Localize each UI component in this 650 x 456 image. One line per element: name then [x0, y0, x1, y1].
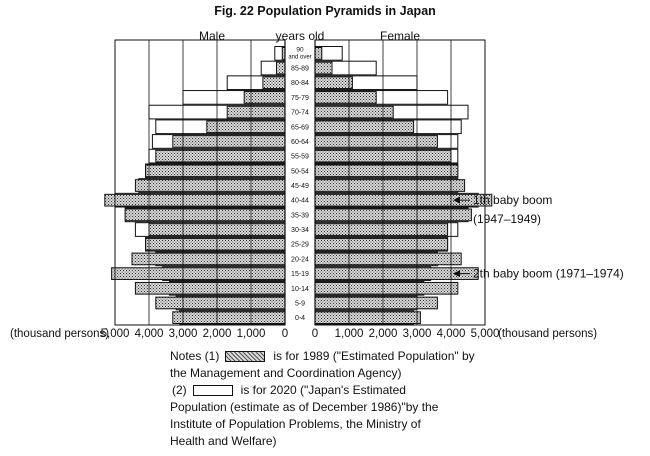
header-female: Female [379, 29, 421, 43]
age-label-8: 40-44 [291, 197, 309, 205]
bar-1989-female-20-24 [315, 253, 461, 265]
note-1 [170, 348, 475, 365]
age-label-16: 80-84 [291, 80, 309, 88]
age-label-17: 85-89 [291, 65, 309, 73]
note-2-line3: Institute of Population Problems, the Ministry of [170, 417, 421, 431]
bar-1989-male-50-54 [146, 165, 285, 177]
bar-1989-female-30-34 [315, 224, 448, 236]
annotation-1-line-0: 2th baby boom (1971–1974) [473, 266, 624, 281]
age-label-18-a: 90 [296, 46, 304, 54]
tick-female-0: 0 [311, 328, 319, 340]
bar-1989-female-0-4 [315, 312, 420, 324]
age-label-10: 50-54 [291, 168, 309, 176]
age-label-12: 60-64 [291, 138, 309, 146]
bar-1989-female-25-29 [315, 238, 448, 250]
age-label-1: 5-9 [294, 300, 306, 308]
bar-1989-male-20-24 [132, 253, 285, 265]
age-label-6: 30-34 [291, 227, 309, 235]
tick-male-1000: 1,000 [236, 328, 266, 340]
legend-swatch-1989 [225, 351, 265, 362]
bar-1989-female-65-69 [315, 121, 414, 133]
tick-male-5000: 5,000 [100, 328, 130, 340]
age-label-9: 45-49 [291, 183, 309, 190]
age-label-7: 35-39 [291, 212, 309, 220]
note-2-line2: Population (estimate as of December 1986)"by the [170, 400, 439, 414]
notes [170, 348, 475, 450]
tick-female-5000: 5,000 [470, 328, 500, 340]
header-age: years old [275, 29, 325, 43]
bar-1989-male-70-74 [227, 106, 285, 118]
annotation-0-line-1: (1947–1949) [473, 212, 542, 227]
bar-1989-female-60-64 [315, 136, 437, 148]
bar-1989-female-35-39 [315, 209, 471, 221]
note-1-prefix: Notes (1) [170, 349, 220, 363]
bar-1989-male-80-84 [263, 77, 285, 89]
note-2 [170, 382, 475, 399]
note-1-line2: the Management and Coordination Agency) [170, 366, 402, 380]
bar-1989-female-10-14 [315, 282, 458, 294]
bar-1989-female-75-79 [315, 92, 376, 104]
header-male: Male [198, 29, 226, 43]
tick-male-3000: 3,000 [168, 328, 198, 340]
bar-1989-male-85-89 [277, 62, 286, 74]
legend-swatch-2020 [193, 385, 233, 396]
age-label-11: 55-59 [291, 153, 309, 161]
tick-male-2000: 2,000 [202, 328, 232, 340]
age-label-0: 0-4 [294, 315, 306, 323]
bar-1989-male-0-4 [173, 312, 285, 324]
bar-1989-male-55-59 [156, 150, 285, 162]
tick-female-3000: 3,000 [402, 328, 432, 340]
unit-label-left: (thousand persons) [10, 328, 110, 340]
bar-1989-female-85-89 [315, 62, 332, 74]
bar-1989-female-80-84 [315, 77, 352, 89]
bar-1989-male-75-79 [244, 92, 285, 104]
bar-1989-female-5-9 [315, 297, 437, 309]
age-label-13: 65-69 [291, 124, 309, 132]
bar-1989-female-45-49 [315, 180, 465, 192]
bar-1989-male-10-14 [135, 282, 285, 294]
note-2-line4: Health and Welfare) [170, 434, 277, 448]
bar-1989-female-90 and over [315, 48, 322, 60]
note-1-text: is for 1989 ("Estimated Population" by [273, 349, 475, 363]
age-label-5: 25-29 [291, 241, 309, 249]
age-label-15: 75-79 [291, 94, 309, 102]
bar-1989-female-70-74 [315, 106, 393, 118]
bar-1989-male-15-19 [112, 268, 285, 280]
age-label-4: 20-24 [291, 256, 309, 264]
bar-1989-male-25-29 [146, 238, 285, 250]
bar-1989-male-65-69 [207, 121, 285, 133]
age-label-2: 10-14 [291, 285, 309, 293]
bar-1989-male-40-44 [105, 194, 285, 206]
bar-1989-male-5-9 [156, 297, 285, 309]
tick-female-4000: 4,000 [436, 328, 466, 340]
bar-1989-female-50-54 [315, 165, 458, 177]
unit-label-right: (thousand persons) [498, 328, 598, 340]
age-label-14: 70-74 [291, 109, 309, 117]
note-2-prefix: (2) [172, 383, 187, 397]
tick-male-0: 0 [281, 328, 289, 340]
age-label-3: 15-19 [291, 271, 309, 279]
bar-1989-male-45-49 [135, 180, 285, 192]
tick-male-4000: 4,000 [134, 328, 164, 340]
bar-1989-male-60-64 [173, 136, 285, 148]
annotation-0-line-0: 1th baby boom [473, 193, 553, 208]
tick-female-2000: 2,000 [368, 328, 398, 340]
chart-title: Fig. 22 Population Pyramids in Japan [214, 4, 436, 18]
tick-female-1000: 1,000 [334, 328, 364, 340]
age-label-18-b: and over [288, 54, 312, 61]
note-2-text: is for 2020 ("Japan's Estimated [240, 383, 406, 397]
